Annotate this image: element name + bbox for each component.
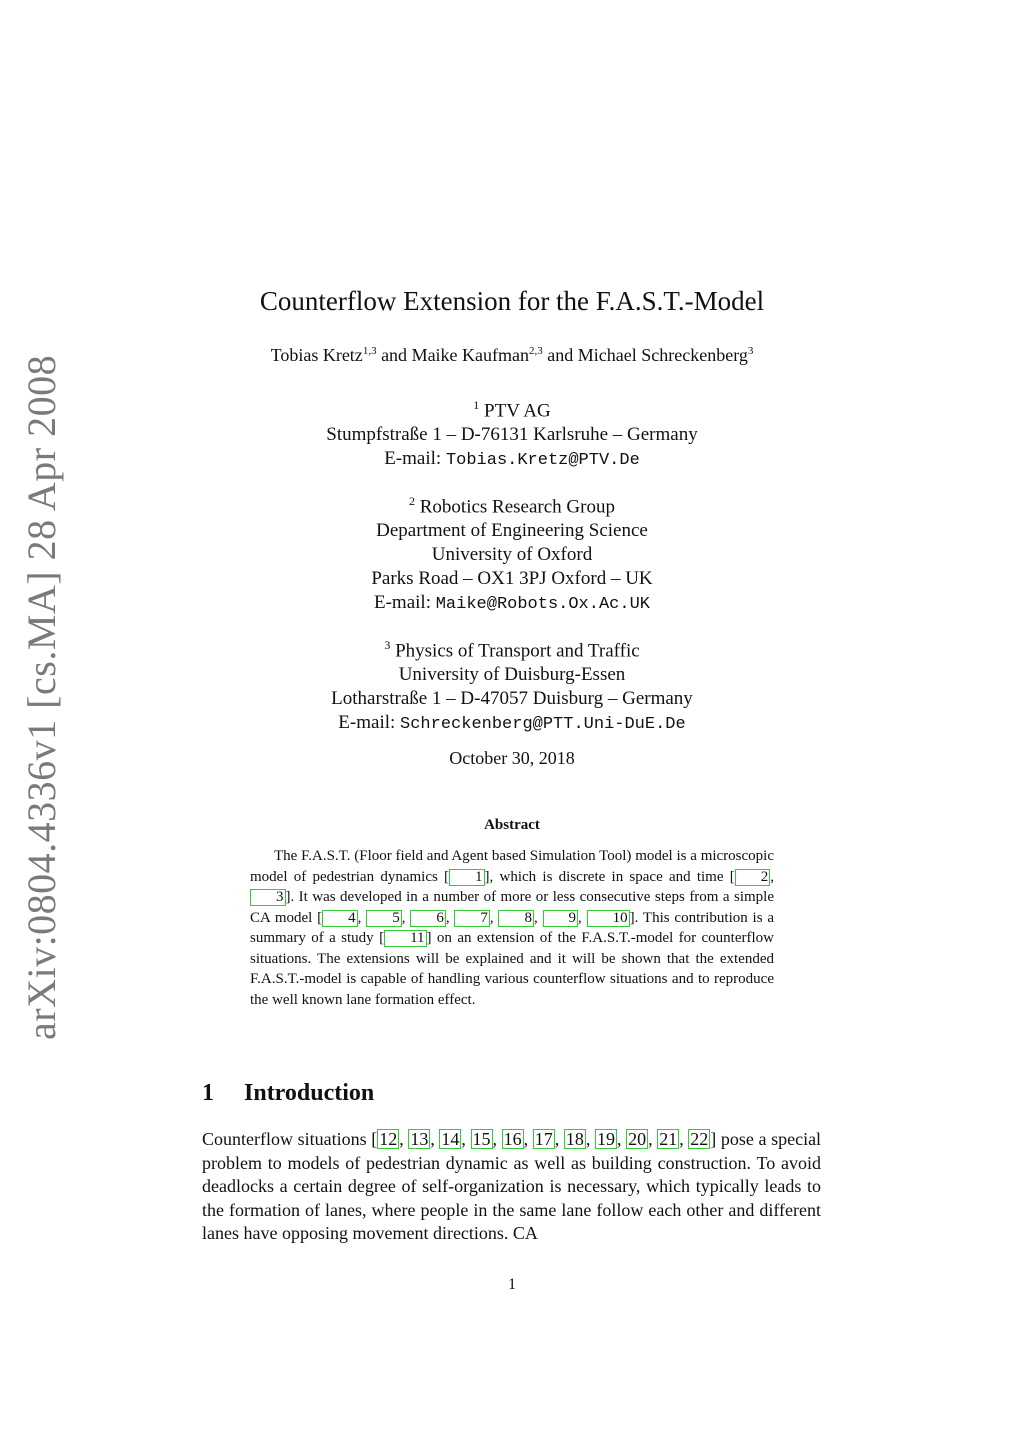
affiliation-sup: 1 xyxy=(473,398,480,412)
citation-link[interactable]: 9 xyxy=(543,910,579,927)
section-number: 1 xyxy=(202,1080,214,1106)
citation-link[interactable]: 19 xyxy=(596,1129,615,1149)
affiliation-sup: 3 xyxy=(384,638,391,652)
author-name: Michael Schreckenberg xyxy=(577,345,748,365)
abstract-text: The F.A.S.T. (Floor field and Agent based Simulation Tool) model is a microscopic model of pedestrian dynamics xyxy=(250,848,774,885)
email-label: E-mail: xyxy=(374,592,431,614)
citation-link[interactable]: 20 xyxy=(628,1129,647,1149)
intro-text: pose a special problem to models of pedestrian dynamic as well as building construction. To avoid deadlocks a certain degree of self-organization is necessary, which typically leads to the formation of lanes, where people in the same lane follow each other and different lanes have opposing movement directions. CA xyxy=(202,1129,822,1243)
citation-link[interactable]: 3 xyxy=(250,889,286,906)
citation-link[interactable]: 11 xyxy=(384,930,426,947)
citation-link[interactable]: 15 xyxy=(472,1129,491,1149)
paper-title: Counterflow Extension for the F.A.S.T.-Model xyxy=(259,286,765,316)
affiliation-line: Lotharstraße 1 – D-47057 Duisburg – Germany xyxy=(331,688,693,710)
citation-link[interactable]: 17 xyxy=(534,1129,553,1149)
section-heading xyxy=(202,1080,374,1107)
affiliation-line: Parks Road – OX1 3PJ Oxford – UK xyxy=(371,568,653,590)
author-affil-sup: 1,3 xyxy=(362,345,377,357)
affiliation-2 xyxy=(0,489,1024,617)
author-affil-sup: 3 xyxy=(747,345,754,357)
citation-link[interactable]: 13 xyxy=(410,1129,429,1149)
citation-link[interactable]: 10 xyxy=(587,910,630,927)
author-affil-sup: 2,3 xyxy=(529,345,543,357)
citation-link[interactable]: 22 xyxy=(690,1129,709,1149)
email-link[interactable]: Schreckenberg@PTT.Uni-DuE.De xyxy=(400,715,686,735)
citation-link[interactable]: 14 xyxy=(441,1129,460,1149)
author-joiner: and xyxy=(547,345,574,365)
affiliation-1 xyxy=(0,393,1024,473)
email-label: E-mail: xyxy=(338,712,396,734)
abstract-text: . It was developed in a number of more or less consecutive steps from a simple CA model xyxy=(250,889,774,926)
paper-date: October 30, 2018 xyxy=(449,748,575,768)
affiliation-line: Physics of Transport and Traffic xyxy=(395,640,640,662)
affiliation-line: University of Oxford xyxy=(431,544,593,566)
email-link[interactable]: Maike@Robots.Ox.Ac.UK xyxy=(435,595,650,615)
abstract-text: . This contribution is a summary of a study xyxy=(250,909,775,946)
abstract-body: The F.A.S.T. (Floor field and Agent based Simulation Tool) model is a microscopic model of pedestrian dynamics [ 1 ], which is discrete in space and time [ 2 , 3 ]. It was developed in a number of more or less consecutive steps from a simple CA model [ 4 , 5 , 6 , 7 , 8 , 9 , 10 ]. This contribution is a summary of a study [ 11 ] on an extension of the F.A.S.T.-model for counterflow situations. The extensions will be explained and it will be shown that the extended F.A.S.T.-model is capable of handling various counterflow situations and to reproduce the well known lane formation effect. xyxy=(250,848,775,1008)
affiliation-line: Stumpfstraße 1 – D-76131 Karlsruhe – Germany xyxy=(326,424,698,446)
abstract-heading: Abstract xyxy=(484,817,540,833)
section-title: Introduction xyxy=(244,1080,375,1106)
affiliation-sup: 2 xyxy=(409,494,415,508)
citation-link[interactable]: 5 xyxy=(366,910,402,927)
abstract-text: , which is discrete in space and time xyxy=(489,868,730,885)
citation-link[interactable]: 6 xyxy=(410,910,446,927)
citation-link[interactable]: 12 xyxy=(379,1129,398,1149)
citation-link[interactable]: 8 xyxy=(498,910,534,927)
citation-link[interactable]: 21 xyxy=(659,1129,678,1149)
abstract-text: on an extension of the F.A.S.T.-model for counterflow situations. The extensions will be explained and it will be shown that the extended F.A.S.T.-model is capable of handling various counterflow situations and to reproduce the well known lane formation effect. xyxy=(250,930,774,1008)
citation-link[interactable]: 16 xyxy=(503,1129,522,1149)
citation-link[interactable]: 4 xyxy=(322,910,358,927)
email-link[interactable]: Tobias.Kretz@PTV.De xyxy=(445,451,640,471)
author-name: Tobias Kretz xyxy=(270,345,363,365)
affiliation-line: Robotics Research Group xyxy=(419,496,615,518)
citation-link[interactable]: 1 xyxy=(449,869,485,886)
citation-link[interactable]: 7 xyxy=(454,910,490,927)
affiliation-line: University of Duisburg-Essen xyxy=(398,664,626,686)
affiliation-3 xyxy=(0,633,1024,737)
affiliation-line: Department of Engineering Science xyxy=(376,520,648,542)
author-name: Maike Kaufman xyxy=(411,345,530,365)
affiliation-line: PTV AG xyxy=(484,400,551,422)
citation-link[interactable]: 2 xyxy=(735,869,771,886)
intro-paragraph: Counterflow situations [ 12 , 13 , 14 , 15 , 16 , 17 , 18 , 19 , 20 , 21 , 22 ] pose a special problem to models of pedestrian dynamic as well as building construction. To avoid deadlocks a certain degree of self-organization is necessary, which typically leads to the formation of lanes, where people in the same lane follow each other and different lanes have opposing movement directions. CA xyxy=(202,1129,822,1243)
page-number: 1 xyxy=(508,1276,516,1293)
author-joiner: and xyxy=(381,345,408,365)
intro-text: Counterflow situations xyxy=(202,1129,372,1149)
citation-link[interactable]: 18 xyxy=(565,1129,584,1149)
arxiv-side-stamp: arXiv:0804.4336v1 [cs.MA] 28 Apr 2008 xyxy=(19,354,64,1040)
author-list xyxy=(0,345,1024,366)
email-label: E-mail: xyxy=(384,448,442,470)
